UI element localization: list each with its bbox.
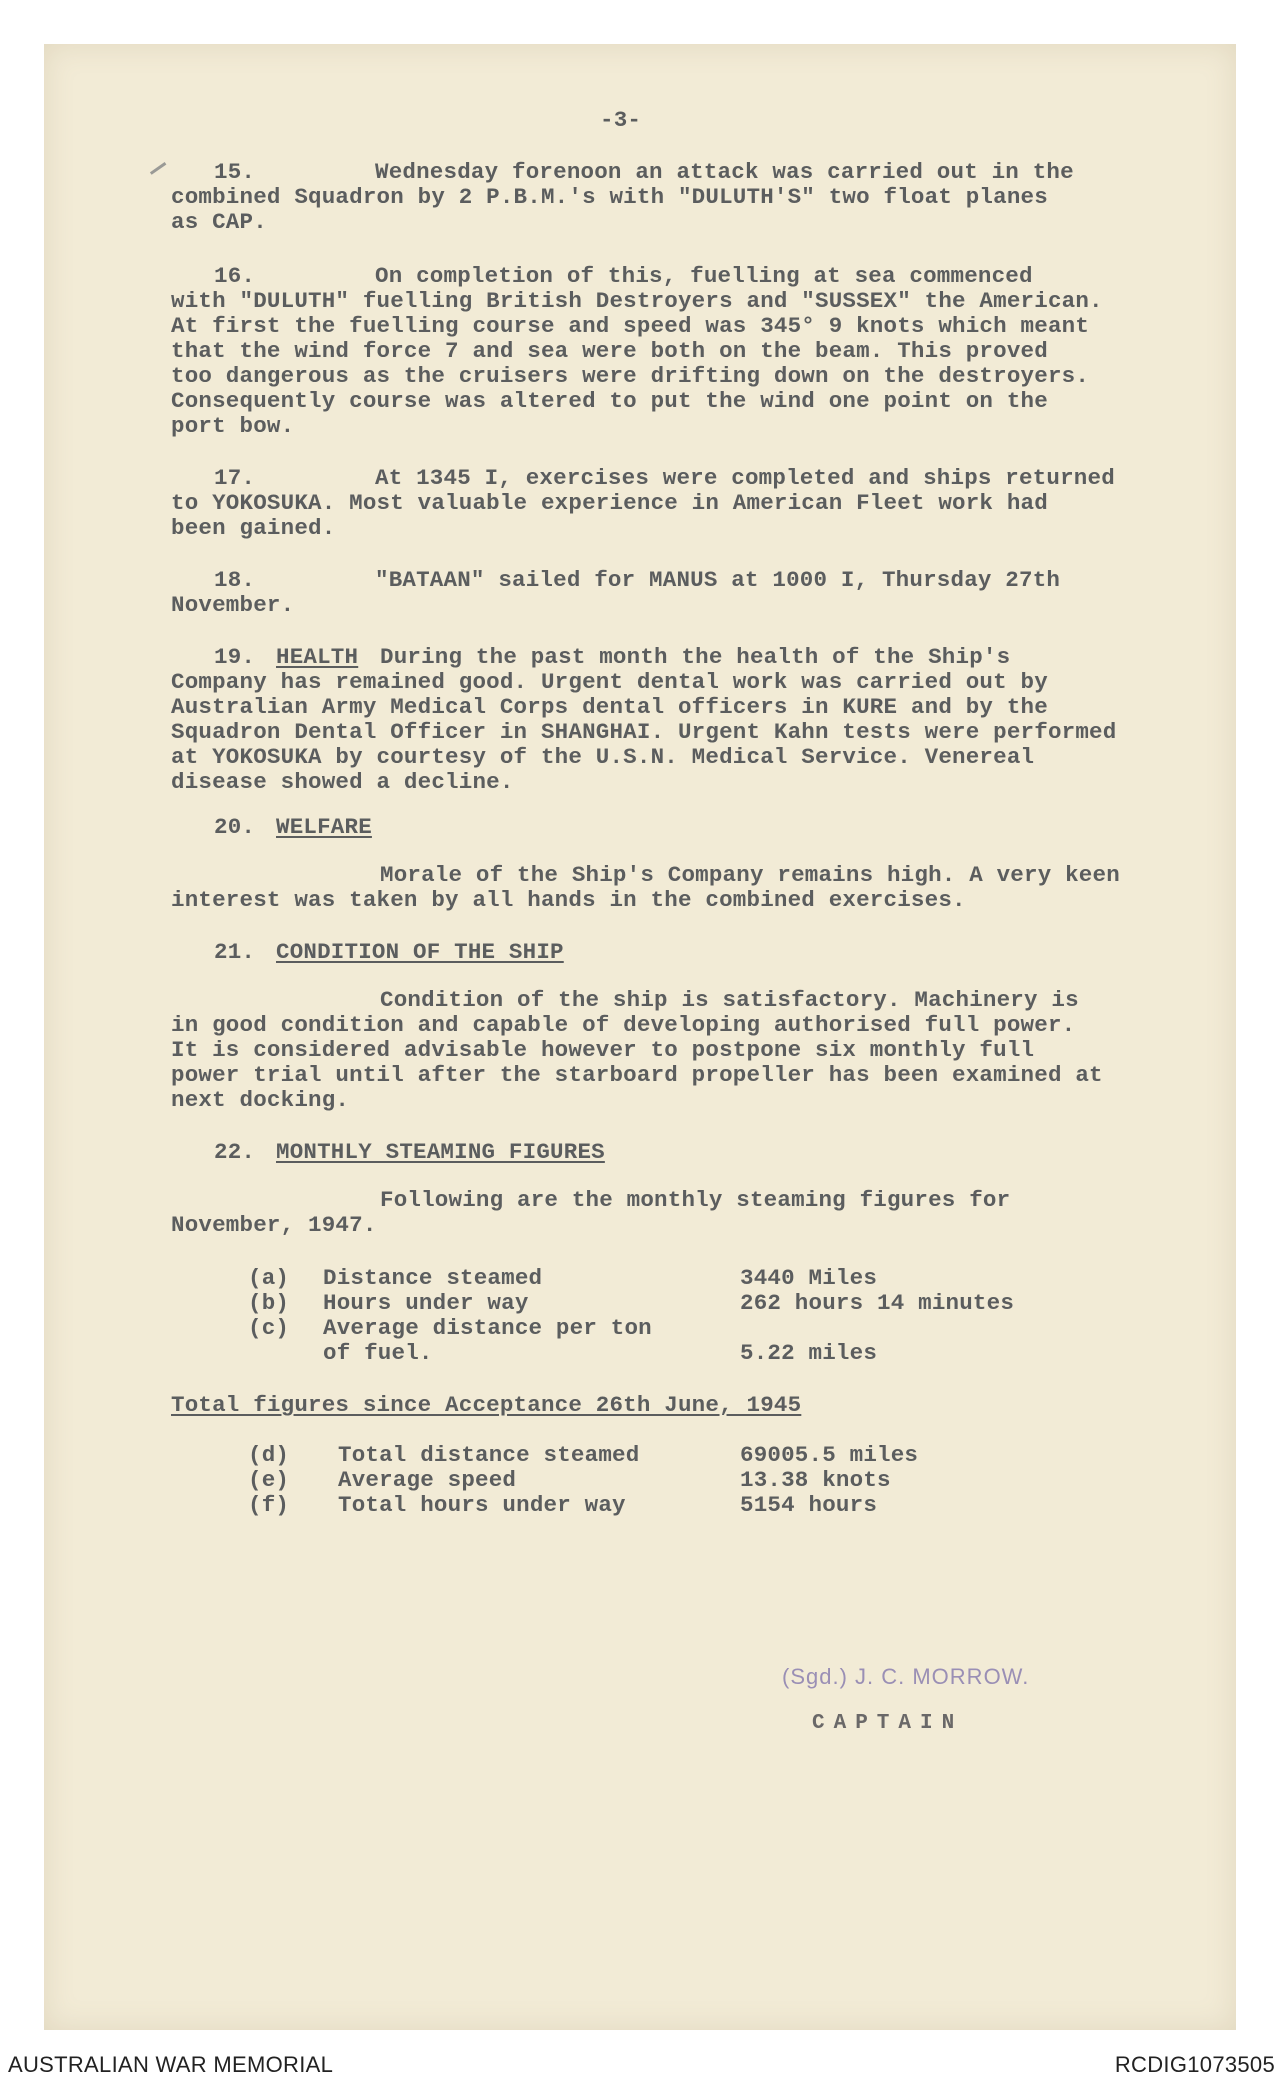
section-heading: CONDITION OF THE SHIP xyxy=(276,939,564,965)
text-line: It is considered advisable however to postpone six monthly full xyxy=(171,1037,1035,1063)
paragraph-number: 18. xyxy=(214,567,256,593)
text-line: Wednesday forenoon an attack was carried out in the xyxy=(375,159,1074,185)
text-line: as CAP. xyxy=(171,209,267,235)
text-line: Australian Army Medical Corps dental officers in KURE and by the xyxy=(171,694,1048,720)
text-line: At 1345 I, exercises were completed and ships returned xyxy=(375,465,1115,491)
text-line: to YOKOSUKA. Most valuable experience in American Fleet work had xyxy=(171,490,1048,516)
paragraph-number: 16. xyxy=(214,263,256,289)
text-line: At first the fuelling course and speed was 345° 9 knots which meant xyxy=(171,313,1090,339)
figure-label-id: (b) xyxy=(248,1290,290,1316)
figure-label: Total distance steamed xyxy=(338,1442,640,1468)
text-line: been gained. xyxy=(171,515,336,541)
text-line: Company has remained good. Urgent dental work was carried out by xyxy=(171,669,1048,695)
text-line: at YOKOSUKA by courtesy of the U.S.N. Medical Service. Venereal xyxy=(171,744,1035,770)
text-line: During the past month the health of the Ship's xyxy=(380,644,1011,670)
paragraph-number: 21. xyxy=(214,939,256,965)
footer-institution: AUSTRALIAN WAR MEMORIAL xyxy=(8,2052,334,2077)
text-line: too dangerous as the cruisers were drifting down on the destroyers. xyxy=(171,363,1090,389)
text-line: November. xyxy=(171,592,295,618)
figure-value: 3440 Miles xyxy=(740,1265,878,1291)
figure-value: 13.38 knots xyxy=(740,1467,891,1493)
paragraph-number: 19. xyxy=(214,644,256,670)
signature-rank: CAPTAIN xyxy=(812,1712,964,1735)
text-line: that the wind force 7 and sea were both on the beam. This proved xyxy=(171,338,1048,364)
section-heading: MONTHLY STEAMING FIGURES xyxy=(276,1139,605,1165)
text-line: in good condition and capable of developing authorised full power. xyxy=(171,1012,1076,1038)
page-number: -3- xyxy=(600,107,642,133)
text-line: November, 1947. xyxy=(171,1212,377,1238)
figure-label: Hours under way xyxy=(323,1290,529,1316)
figure-value: 5.22 miles xyxy=(740,1340,878,1366)
figure-value: 5154 hours xyxy=(740,1492,878,1518)
text-line: Morale of the Ship's Company remains high. A very keen xyxy=(380,862,1120,888)
figure-label-id: (c) xyxy=(248,1315,290,1341)
text-line: Squadron Dental Officer in SHANGHAI. Urgent Kahn tests were performed xyxy=(171,719,1117,745)
figure-label: of fuel. xyxy=(323,1340,433,1366)
footer-reference-id: RCDIG1073505 xyxy=(1114,2052,1275,2077)
text-line: power trial until after the starboard propeller has been examined at xyxy=(171,1062,1103,1088)
figure-label-id: (d) xyxy=(248,1442,290,1468)
text-line: interest was taken by all hands in the combined exercises. xyxy=(171,887,966,913)
text-line: Following are the monthly steaming figures for xyxy=(380,1187,1011,1213)
text-line: Condition of the ship is satisfactory. Machinery is xyxy=(380,987,1079,1013)
figure-value: 69005.5 miles xyxy=(740,1442,919,1468)
text-line: next docking. xyxy=(171,1087,350,1113)
figure-label: Distance steamed xyxy=(323,1265,543,1291)
section-heading: HEALTH xyxy=(276,644,359,670)
figure-label-id: (e) xyxy=(248,1467,290,1493)
figure-label-id: (a) xyxy=(248,1265,290,1291)
figure-value: 262 hours 14 minutes xyxy=(740,1290,1015,1316)
figure-label-id: (f) xyxy=(248,1492,290,1518)
text-line: "BATAAN" sailed for MANUS at 1000 I, Thursday 27th xyxy=(375,567,1061,593)
figure-label: Average distance per ton xyxy=(323,1315,652,1341)
section-heading: WELFARE xyxy=(276,814,372,840)
paragraph-number: 22. xyxy=(214,1139,256,1165)
figure-label: Total hours under way xyxy=(338,1492,626,1518)
figure-label: Average speed xyxy=(338,1467,517,1493)
paragraph-number: 17. xyxy=(214,465,256,491)
text-line: port bow. xyxy=(171,413,295,439)
text-line: On completion of this, fuelling at sea commenced xyxy=(375,263,1033,289)
text-line: disease showed a decline. xyxy=(171,769,514,795)
paragraph-number: 15. xyxy=(214,159,256,185)
text-line: with "DULUTH" fuelling British Destroyers and "SUSSEX" the American. xyxy=(171,288,1103,314)
total-figures-heading: Total figures since Acceptance 26th June, 1945 xyxy=(171,1392,802,1418)
paragraph-number: 20. xyxy=(214,814,256,840)
text-line: Consequently course was altered to put the wind one point on the xyxy=(171,388,1048,414)
signature-stamp: (Sgd.) J. C. MORROW. xyxy=(782,1664,1030,1689)
text-line: combined Squadron by 2 P.B.M.'s with "DULUTH'S" two float planes xyxy=(171,184,1048,210)
